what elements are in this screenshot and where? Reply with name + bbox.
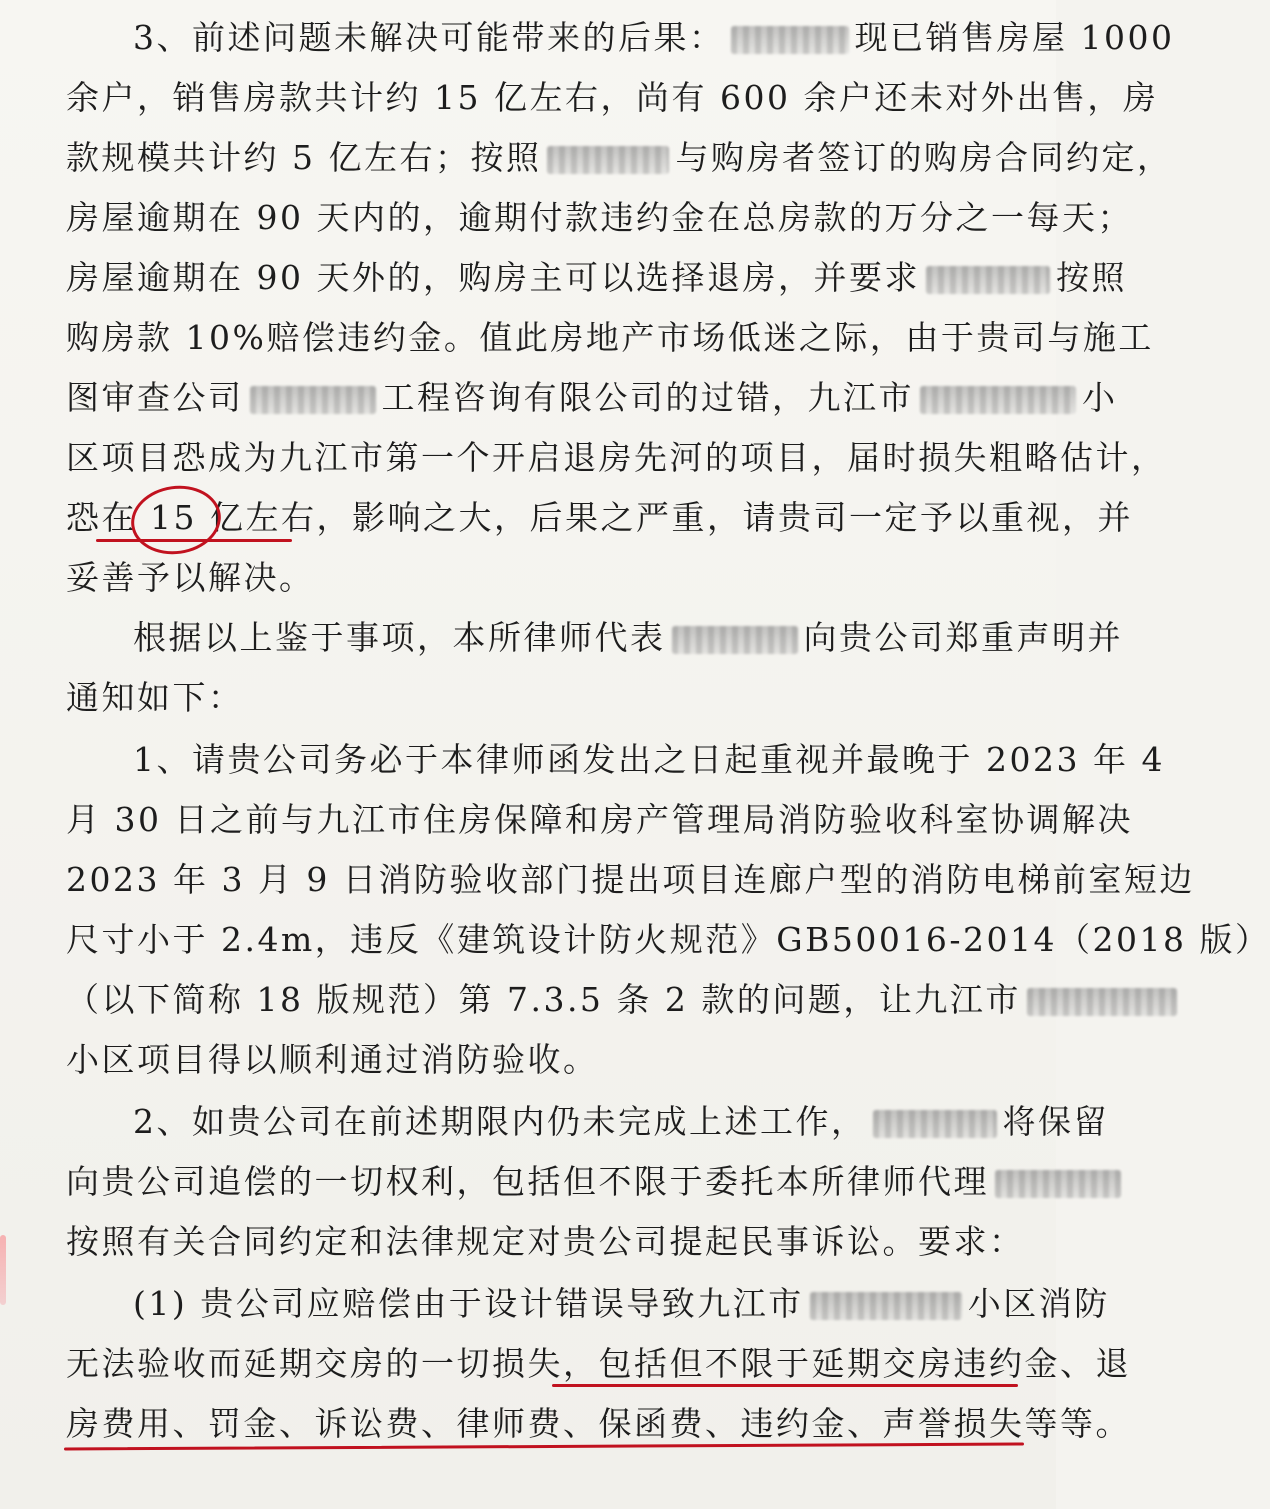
text-segment: 工程咨询有限公司的过错，九江市 (381, 378, 914, 417)
redacted-block (547, 146, 669, 174)
text-line (133, 608, 1123, 668)
text-line: 房费用、罚金、诉讼费、律师费、保函费、违约金、声誉损失等等。 (66, 1404, 1131, 1443)
text-line: 房屋逾期在 90 天内的，逾期付款违约金在总房款的万分之一每天； (66, 198, 1133, 237)
redacted-block (672, 626, 798, 654)
text-segment: 2、如贵公司在前述期限内仍未完成上述工作， (133, 1102, 867, 1141)
text-segment: 与购房者签订的购房合同约定， (675, 138, 1173, 177)
text-line: 购房款 10%赔偿违约金。值此房地产市场低迷之际，由于贵司与施工 (66, 318, 1154, 357)
redacted-block (250, 386, 376, 414)
text-line: 区项目恐成为九江市第一个开启退房先河的项目，届时损失粗略估计， (66, 438, 1167, 477)
text-line: 2023 年 3 月 9 日消防验收部门提出项目连廊户型的消防电梯前室短边 (66, 860, 1195, 899)
text-line (66, 970, 1026, 1030)
text-line (133, 8, 1175, 68)
red-underline (96, 539, 292, 542)
text-line: 恐在 15 亿左右，影响之大，后果之严重，请贵司一定予以重视，并 (66, 498, 1133, 537)
text-line: 小区项目得以顺利通过消防验收。 (66, 1040, 599, 1079)
redacted-block (810, 1292, 962, 1320)
text-line: 1、请贵公司务必于本律师函发出之日起重视并最晚于 2023 年 4 (133, 740, 1165, 779)
text-segment: 现已销售房屋 1000 (854, 18, 1175, 57)
text-segment: 款规模共计约 5 亿左右；按照 (66, 138, 542, 177)
text-segment: 3、前述问题未解决可能带来的后果： (133, 18, 725, 57)
text-segment: 向贵公司追偿的一切权利，包括但不限于委托本所律师代理 (66, 1162, 989, 1201)
redacted-block (1027, 988, 1177, 1016)
text-line (66, 128, 1173, 188)
text-line: 无法验收而延期交房的一切损失，包括但不限于延期交房违约金、退 (66, 1344, 1131, 1383)
text-segment: 向贵公司郑重声明并 (803, 618, 1123, 657)
text-line: 妥善予以解决。 (66, 558, 315, 597)
text-segment: (1) 贵公司应赔偿由于设计错误导致九江市 (133, 1284, 804, 1323)
text-line: 通知如下： (66, 678, 244, 717)
text-line: 按照有关合同约定和法律规定对贵公司提起民事诉讼。要求： (66, 1222, 1025, 1261)
text-line (66, 248, 1127, 308)
text-line: 余户，销售房款共计约 15 亿左右，尚有 600 余户还未对外出售，房 (66, 78, 1159, 117)
redacted-block (920, 386, 1076, 414)
text-segment: 图审查公司 (66, 378, 244, 417)
text-line (133, 1092, 1109, 1152)
red-underline (552, 1384, 1018, 1387)
text-segment: 小区消防 (967, 1284, 1110, 1323)
text-segment: 按照 (1055, 258, 1127, 297)
redacted-block (926, 266, 1050, 294)
text-segment: 小 (1082, 378, 1118, 417)
text-segment: 根据以上鉴于事项，本所律师代表 (133, 618, 666, 657)
text-line (133, 1274, 1110, 1334)
text-segment: 房屋逾期在 90 天外的，购房主可以选择退房，并要求 (66, 258, 920, 297)
text-line (66, 1152, 1026, 1212)
text-segment: 将保留 (1002, 1102, 1109, 1141)
text-line: 尺寸小于 2.4m，违反《建筑设计防火规范》GB50016-2014（2018 版） (66, 920, 1270, 959)
redacted-block (731, 26, 849, 54)
redacted-block (995, 1170, 1121, 1198)
edge-stain (0, 1235, 6, 1305)
redacted-block (873, 1110, 997, 1138)
text-line: 月 30 日之前与九江市住房保障和房产管理局消防验收科室协调解决 (66, 800, 1133, 839)
text-line (66, 368, 1118, 428)
text-segment: （以下简称 18 版规范）第 7.3.5 条 2 款的问题，让九江市 (66, 980, 1021, 1019)
